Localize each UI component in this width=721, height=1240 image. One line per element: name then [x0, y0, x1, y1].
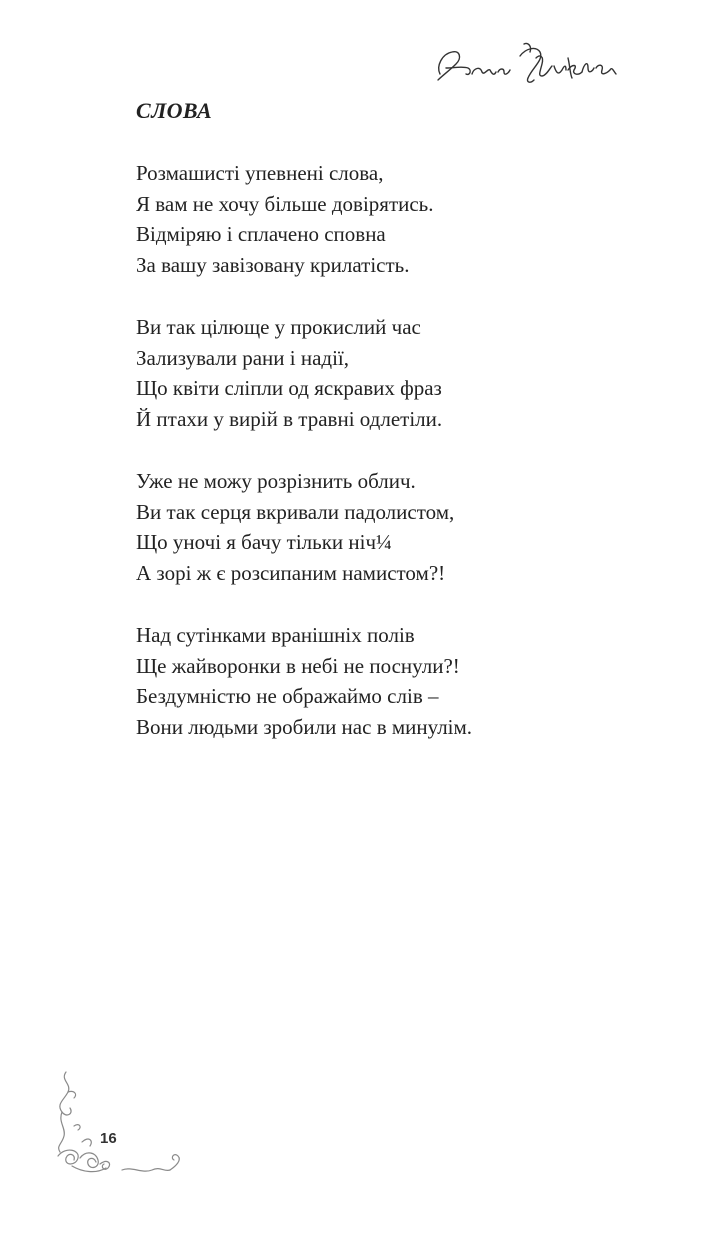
poem-line: Ви так цілюще у прокислий час [136, 315, 421, 339]
poem-line: Зализували рани і надії, [136, 345, 350, 370]
page-number: 16 [100, 1130, 117, 1147]
poem-line: Вони людьми зробили нас в минулім. [136, 714, 473, 739]
author-signature [432, 38, 622, 92]
poem-line: Й птахи у вирій в травні одлетіли. [136, 406, 443, 431]
poem-line: Ви так серця вкривали падолистом, [136, 499, 455, 524]
poem-line: Над сутінками вранішніх полів [136, 623, 415, 647]
stanza-3 [136, 466, 656, 588]
stanza-4 [136, 620, 656, 742]
poem-line: Уже не можу розрізнить облич. [136, 469, 416, 493]
poem-line: Що уночі я бачу тільки ніч¼ [136, 530, 392, 554]
floral-ornament-icon [52, 1066, 202, 1178]
poem-title: СЛОВА [136, 98, 212, 123]
poem-line: За вашу завізовану крилатість. [136, 252, 410, 277]
poem-line: Відміряю і сплачено сповна [136, 222, 386, 246]
poem-line: Що квіти сліпли од яскравих фраз [136, 376, 442, 400]
poem-line: А зорі ж є розсипаним намистом?! [136, 560, 446, 585]
signature-image [432, 38, 622, 92]
stanza-1 [136, 158, 656, 280]
poem-body [136, 158, 656, 774]
poem-line: Розмашисті упевнені слова, [136, 161, 384, 185]
poem-line: Я вам не хочу більше довірятись. [136, 191, 434, 216]
poem-line: Бездумністю не ображаймо слів – [136, 684, 439, 708]
stanza-2 [136, 312, 656, 434]
poem-line: Ще жайворонки в небі не поснули?! [136, 653, 460, 678]
